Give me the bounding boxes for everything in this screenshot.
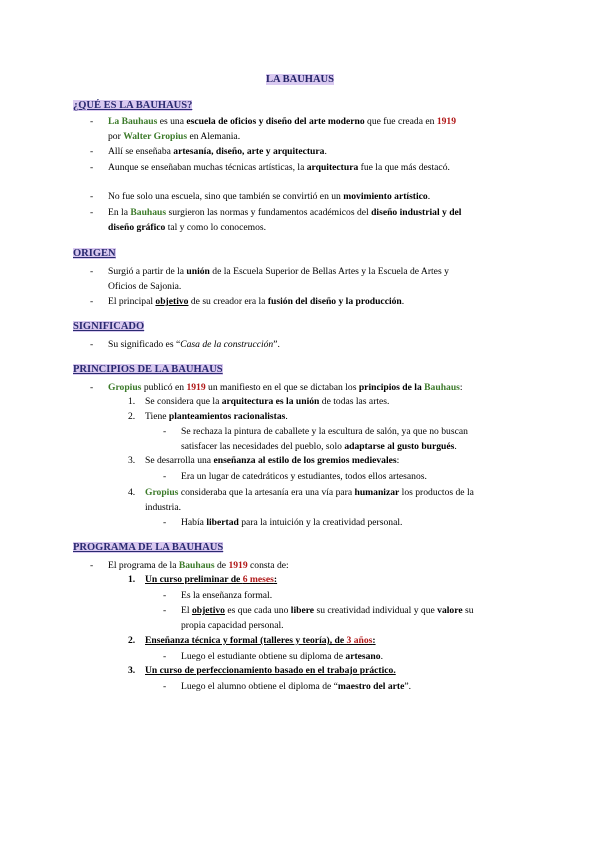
- programa-2: Enseñanza técnica y formal (talleres y teoría), de 3 años:: [145, 635, 376, 646]
- bullet-dash: -: [90, 560, 94, 571]
- que-es-bullet-1-cont: por Walter Gropius en Alemania.: [108, 131, 241, 142]
- que-es-bullet-1: La Bauhaus es una escuela de oficios y diseño del arte moderno que fue creada en 1919: [108, 116, 457, 127]
- bullet-dash: -: [90, 339, 94, 350]
- principios-intro: Gropius publicó en 1919 un manifiesto en el que se dictaban los principios de la Bauhaus:: [108, 382, 463, 393]
- principio-number: 1.: [128, 396, 136, 407]
- que-es-bullet-2: Allí se enseñaba artesanía, diseño, arte y arquitectura.: [108, 146, 327, 157]
- principio-number: 2.: [128, 411, 136, 422]
- significado-bullet-1: Su significado es “Casa de la construcción”.: [108, 339, 280, 350]
- bullet-dash: -: [163, 681, 167, 692]
- bullet-dash: -: [163, 471, 167, 482]
- bullet-dash: -: [90, 296, 94, 307]
- bullet-dash: -: [90, 382, 94, 393]
- programa-1-sub-b-cont: propia capacidad personal.: [181, 620, 284, 631]
- principio-2-sub: Se rechaza la pintura de caballete y la escultura de salón, ya que no buscan: [181, 426, 468, 437]
- section-heading-origen: ORIGEN: [73, 248, 116, 259]
- bullet-dash: -: [90, 146, 94, 157]
- bullet-dash: -: [90, 266, 94, 277]
- principio-number: 4.: [128, 487, 136, 498]
- programa-intro: El programa de la Bauhaus de 1919 consta de:: [108, 560, 289, 571]
- origen-bullet-2: El principal objetivo de su creador era la fusión del diseño y la producción.: [108, 296, 405, 307]
- que-es-bullet-5: En la Bauhaus surgieron las normas y fundamentos académicos del diseño industrial y del: [108, 207, 462, 218]
- programa-1-sub-a: Es la enseñanza formal.: [181, 590, 273, 601]
- principio-4-sub: Había libertad para la intuición y la creatividad personal.: [181, 517, 403, 528]
- section-heading-programa: PROGRAMA DE LA BAUHAUS: [73, 542, 224, 553]
- bullet-dash: -: [163, 605, 167, 616]
- section-heading-principios: PRINCIPIOS DE LA BAUHAUS: [73, 364, 223, 375]
- principio-4-cont: industria.: [145, 502, 181, 513]
- section-heading-significado: SIGNIFICADO: [73, 321, 145, 332]
- principio-number: 3.: [128, 455, 136, 466]
- programa-number: 3.: [128, 665, 136, 676]
- que-es-bullet-4: No fue solo una escuela, sino que también se convirtió en un movimiento artístico.: [108, 191, 431, 202]
- bullet-dash: -: [163, 651, 167, 662]
- que-es-bullet-5-cont: diseño gráfico tal y como lo conocemos.: [108, 222, 267, 233]
- que-es-bullet-3: Aunque se enseñaban muchas técnicas artísticas, la arquitectura fue la que más destacó.: [108, 162, 450, 173]
- programa-number: 1.: [128, 574, 136, 585]
- bullet-dash: -: [90, 207, 94, 218]
- bullet-dash: -: [90, 191, 94, 202]
- bullet-dash: -: [163, 426, 167, 437]
- programa-1-sub-b: El objetivo es que cada uno libere su creatividad individual y que valore su: [181, 605, 474, 616]
- programa-3-sub: Luego el alumno obtiene el diploma de “maestro del arte”.: [181, 681, 412, 692]
- principio-2-sub-cont: satisfacer las necesidades del pueblo, solo adaptarse al gusto burgués.: [181, 441, 457, 452]
- section-heading-que-es: ¿QUÉ ES LA BAUHAUS?: [73, 100, 193, 111]
- principio-3: Se desarrolla una enseñanza al estilo de los gremios medievales:: [145, 455, 400, 466]
- bullet-dash: -: [163, 590, 167, 601]
- bullet-dash: -: [90, 162, 94, 173]
- principio-2: Tiene planteamientos racionalistas.: [145, 411, 288, 422]
- page-title: LA BAUHAUS: [266, 74, 334, 85]
- programa-2-sub: Luego el estudiante obtiene su diploma de artesano.: [181, 651, 383, 662]
- programa-3: Un curso de perfeccionamiento basado en el trabajo práctico.: [145, 665, 396, 676]
- bullet-dash: -: [90, 116, 94, 127]
- principio-3-sub: Era un lugar de catedráticos y estudiantes, todos ellos artesanos.: [181, 471, 427, 482]
- origen-bullet-1: Surgió a partir de la unión de la Escuela Superior de Bellas Artes y la Escuela de Artes y: [108, 266, 449, 277]
- principio-1: Se considera que la arquitectura es la unión de todas las artes.: [145, 396, 390, 407]
- principio-4: Gropius consideraba que la artesanía era una vía para humanizar los productos de la: [145, 487, 474, 498]
- programa-number: 2.: [128, 635, 136, 646]
- origen-bullet-1-cont: Oficios de Sajonia.: [108, 281, 182, 292]
- programa-1: Un curso preliminar de 6 meses:: [145, 574, 278, 585]
- bullet-dash: -: [163, 517, 167, 528]
